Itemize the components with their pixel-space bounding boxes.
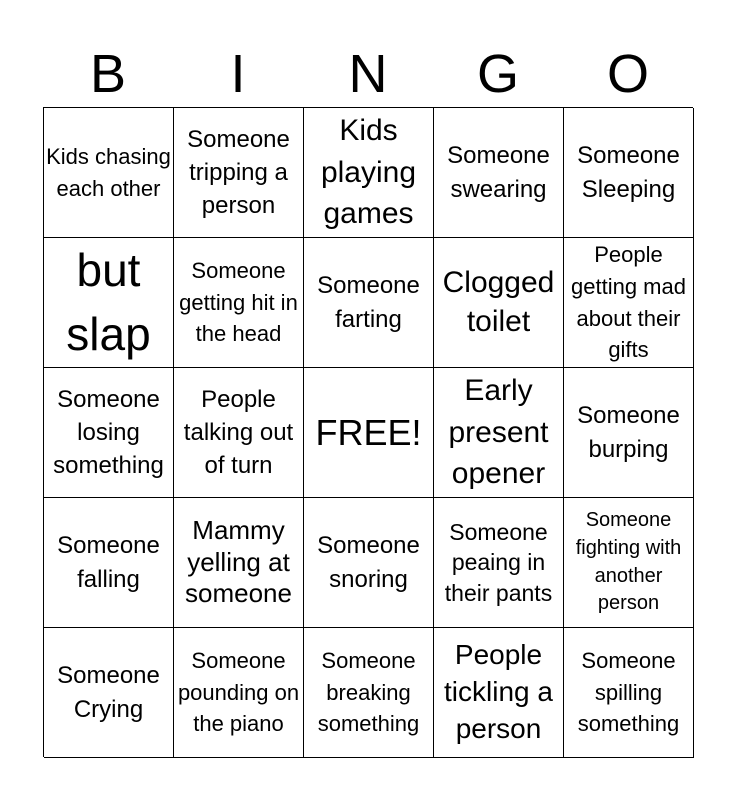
bingo-cell-r2c4[interactable]: Clogged toilet [434, 238, 564, 368]
bingo-cell-r1c1[interactable]: Kids chasing each other [44, 108, 174, 238]
bingo-cell-r3c4[interactable]: Early present opener [434, 368, 564, 498]
bingo-cell-r5c5[interactable]: Someone spilling something [564, 628, 694, 758]
bingo-cell-r3c3-free[interactable]: FREE! [304, 368, 434, 498]
bingo-cell-r3c1[interactable]: Someone losing something [44, 368, 174, 498]
bingo-cell-r5c2[interactable]: Someone pounding on the piano [174, 628, 304, 758]
bingo-cell-r3c2[interactable]: People talking out of turn [174, 368, 304, 498]
bingo-cell-r4c3[interactable]: Someone snoring [304, 498, 434, 628]
header-letter-g: G [476, 44, 519, 104]
bingo-cell-r1c4[interactable]: Someone swearing [434, 108, 564, 238]
bingo-cell-r4c1[interactable]: Someone falling [44, 498, 174, 628]
bingo-cell-r2c2[interactable]: Someone getting hit in the head [174, 238, 304, 368]
bingo-cell-r1c5[interactable]: Someone Sleeping [564, 108, 694, 238]
bingo-cell-r2c3[interactable]: Someone farting [304, 238, 434, 368]
bingo-cell-r3c5[interactable]: Someone burping [564, 368, 694, 498]
header-letter-n: N [348, 44, 388, 104]
bingo-cell-r1c2[interactable]: Someone tripping a person [174, 108, 304, 238]
header-letter-b: B [89, 44, 127, 104]
bingo-cell-r5c3[interactable]: Someone breaking something [304, 628, 434, 758]
bingo-cell-r5c1[interactable]: Someone Crying [44, 628, 174, 758]
bingo-cell-r5c4[interactable]: People tickling a person [434, 628, 564, 758]
bingo-grid [43, 107, 693, 757]
bingo-cell-r2c5[interactable]: People getting mad about their gifts [564, 238, 694, 368]
header-letter-o: O [606, 44, 649, 104]
bingo-cell-r4c5[interactable]: Someone fighting with another person [564, 498, 694, 628]
bingo-cell-r2c1[interactable]: but slap [44, 238, 174, 368]
bingo-header [43, 40, 693, 108]
header-letter-i: I [230, 44, 246, 104]
bingo-cell-r4c4[interactable]: Someone peaing in their pants [434, 498, 564, 628]
bingo-cell-r4c2[interactable]: Mammy yelling at someone [174, 498, 304, 628]
bingo-cell-r1c3[interactable]: Kids playing games [304, 108, 434, 238]
